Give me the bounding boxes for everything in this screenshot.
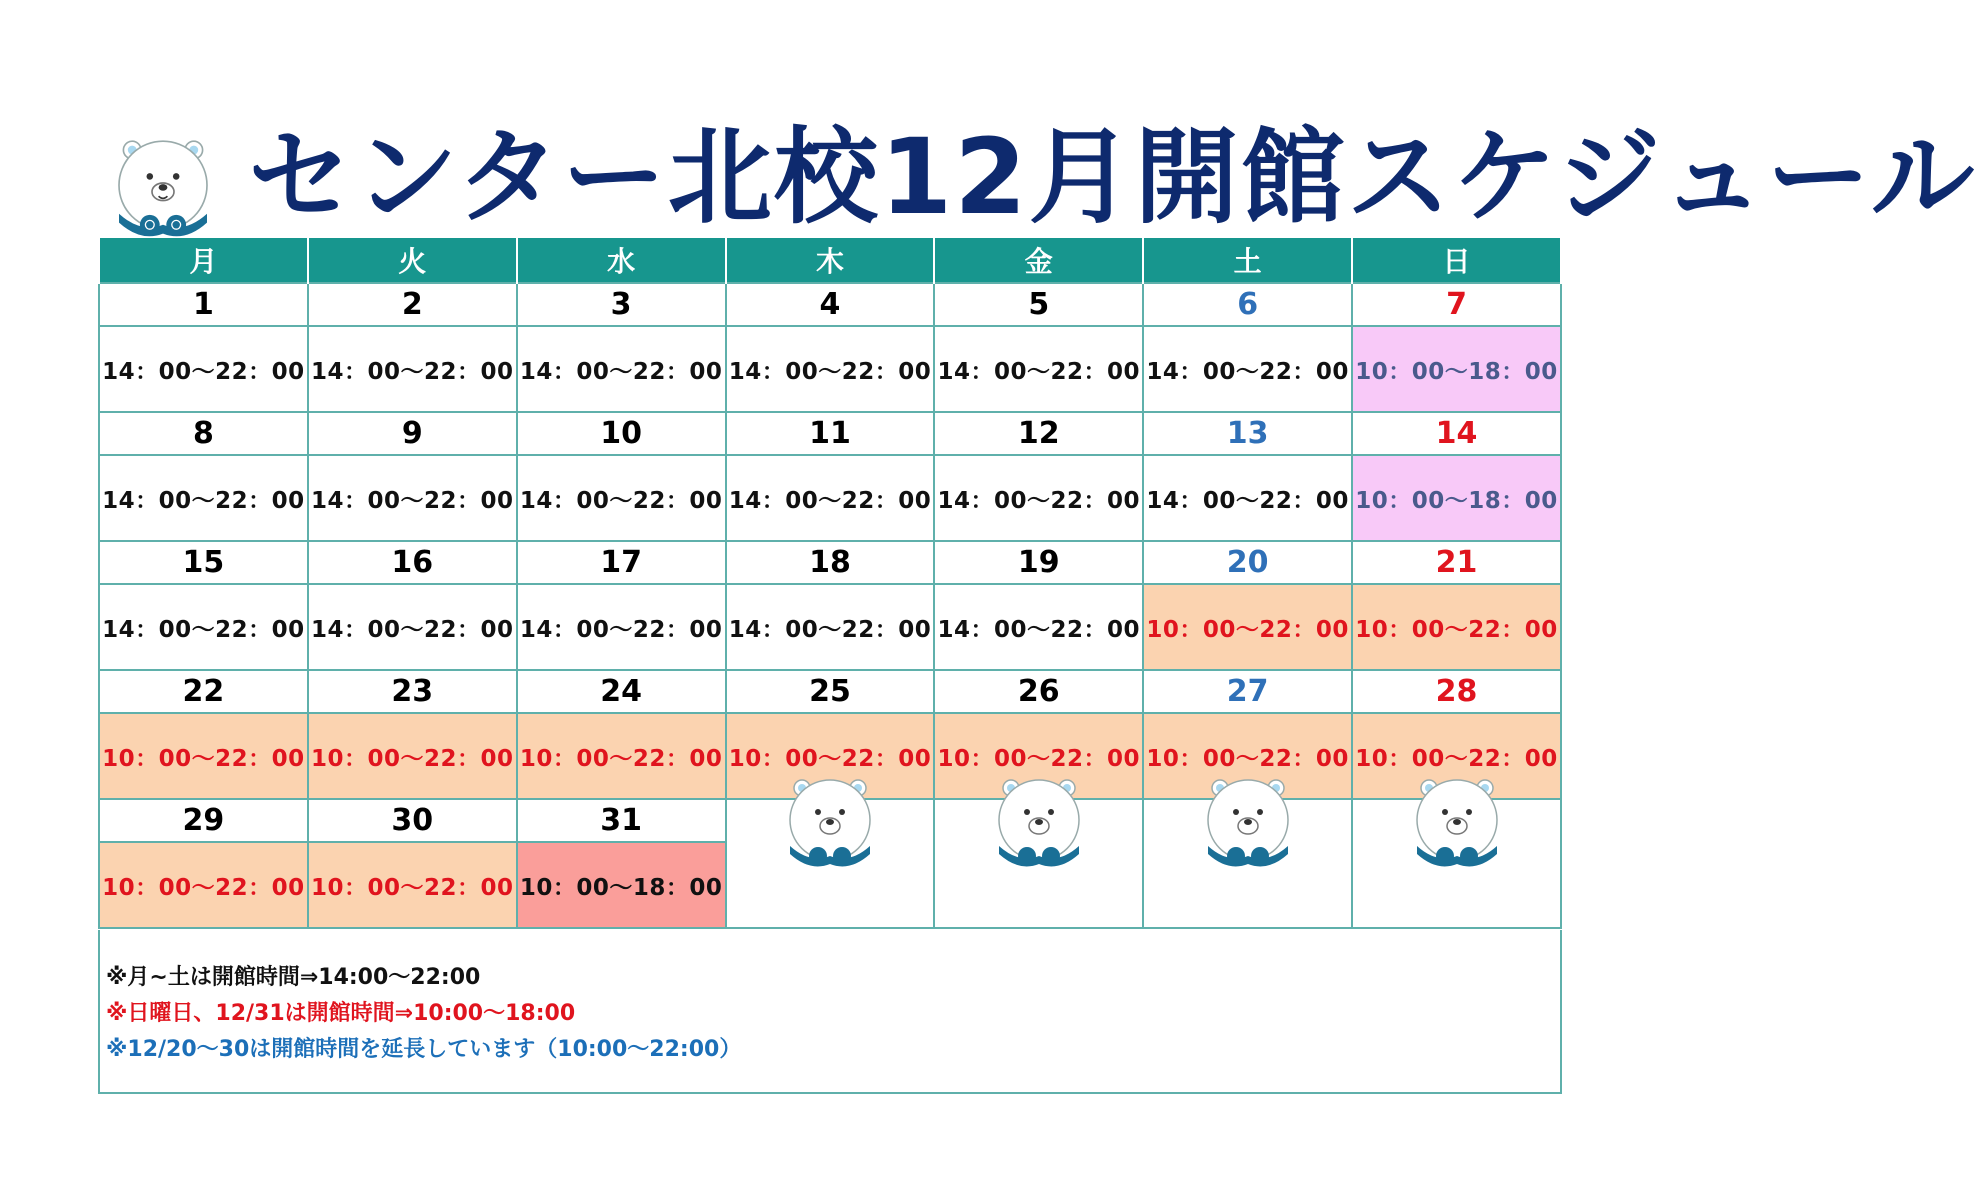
opening-hours: 14：00〜22：00 — [726, 326, 935, 412]
note-sunday-hours: ※日曜日、12/31は開館時間⇒10:00〜18:00 — [106, 1001, 576, 1026]
date-row — [99, 283, 1561, 326]
date-number: 18 — [726, 541, 935, 584]
date-number: 30 — [308, 799, 517, 842]
opening-hours: 10：00〜22：00 — [308, 713, 517, 799]
opening-hours: 14：00〜22：00 — [726, 455, 935, 541]
weekday-header-row — [99, 238, 1561, 283]
opening-hours: 14：00〜22：00 — [934, 584, 1143, 670]
polar-bear-icon — [108, 128, 218, 238]
opening-hours: 14：00〜22：00 — [99, 584, 308, 670]
opening-hours: 10：00〜18：00 — [1352, 455, 1561, 541]
date-number: 1 — [99, 283, 308, 326]
date-number: 9 — [308, 412, 517, 455]
date-number: 25 — [726, 670, 935, 713]
bear-cell — [1352, 799, 1561, 928]
date-number: 10 — [517, 412, 726, 455]
date-number: 6 — [1143, 283, 1352, 326]
weekday-header-thu: 木 — [726, 238, 935, 283]
weekday-header-mon: 月 — [99, 238, 308, 283]
date-row — [99, 541, 1561, 584]
polar-bear-icon — [989, 768, 1089, 868]
bear-cell — [726, 799, 935, 928]
opening-hours: 10：00〜22：00 — [934, 713, 1143, 799]
opening-hours: 14：00〜22：00 — [1143, 455, 1352, 541]
opening-hours: 10：00〜18：00 — [1352, 326, 1561, 412]
opening-hours: 10：00〜22：00 — [1143, 713, 1352, 799]
date-number: 28 — [1352, 670, 1561, 713]
opening-hours: 14：00〜22：00 — [99, 455, 308, 541]
opening-hours: 14：00〜22：00 — [1143, 326, 1352, 412]
hours-row — [99, 326, 1561, 412]
opening-hours: 14：00〜22：00 — [517, 584, 726, 670]
date-number: 20 — [1143, 541, 1352, 584]
note-regular-hours: ※月~土は開館時間⇒14:00〜22:00 — [106, 965, 481, 990]
date-number: 24 — [517, 670, 726, 713]
date-number: 27 — [1143, 670, 1352, 713]
date-number: 4 — [726, 283, 935, 326]
date-row — [99, 670, 1561, 713]
opening-hours: 10：00〜22：00 — [1143, 584, 1352, 670]
weekday-header-fri: 金 — [934, 238, 1143, 283]
date-number: 16 — [308, 541, 517, 584]
opening-hours: 14：00〜22：00 — [308, 455, 517, 541]
opening-hours: 14：00〜22：00 — [308, 584, 517, 670]
opening-hours: 10：00〜22：00 — [1352, 584, 1561, 670]
bear-cell — [1143, 799, 1352, 928]
opening-hours: 14：00〜22：00 — [934, 455, 1143, 541]
polar-bear-icon — [1407, 768, 1507, 868]
hours-row — [99, 455, 1561, 541]
date-number: 11 — [726, 412, 935, 455]
date-number: 31 — [517, 799, 726, 842]
weekday-header-wed: 水 — [517, 238, 726, 283]
opening-hours: 14：00〜22：00 — [517, 326, 726, 412]
opening-hours: 10：00〜22：00 — [99, 713, 308, 799]
date-number: 29 — [99, 799, 308, 842]
opening-hours: 14：00〜22：00 — [308, 326, 517, 412]
weekday-header-sun: 日 — [1352, 238, 1561, 283]
weekday-header-tue: 火 — [308, 238, 517, 283]
notes-box — [98, 930, 1562, 1094]
polar-bear-icon — [780, 768, 880, 868]
opening-hours: 10：00〜22：00 — [308, 842, 517, 928]
opening-hours: 14：00〜22：00 — [517, 455, 726, 541]
date-number: 13 — [1143, 412, 1352, 455]
title-bar — [108, 116, 1976, 238]
weekday-header-sat: 土 — [1143, 238, 1352, 283]
date-number: 26 — [934, 670, 1143, 713]
opening-hours: 14：00〜22：00 — [934, 326, 1143, 412]
date-number: 8 — [99, 412, 308, 455]
opening-hours: 14：00〜22：00 — [99, 326, 308, 412]
date-number: 17 — [517, 541, 726, 584]
hours-row — [99, 584, 1561, 670]
calendar — [98, 238, 1562, 929]
polar-bear-icon — [1198, 768, 1298, 868]
date-number: 19 — [934, 541, 1143, 584]
date-number: 22 — [99, 670, 308, 713]
date-number: 7 — [1352, 283, 1561, 326]
opening-hours: 10：00〜22：00 — [1352, 713, 1561, 799]
opening-hours: 10：00〜22：00 — [517, 713, 726, 799]
bear-cell — [934, 799, 1143, 928]
date-number: 5 — [934, 283, 1143, 326]
opening-hours: 10：00〜18：00 — [517, 842, 726, 928]
date-number: 14 — [1352, 412, 1561, 455]
date-number: 15 — [99, 541, 308, 584]
page-title: センター北校12月開館スケジュール — [248, 116, 1976, 238]
date-number: 21 — [1352, 541, 1561, 584]
note-extended-hours: ※12/20〜30は開館時間を延長しています（10:00〜22:00） — [106, 1037, 742, 1062]
opening-hours: 14：00〜22：00 — [726, 584, 935, 670]
date-row — [99, 412, 1561, 455]
date-number: 12 — [934, 412, 1143, 455]
date-number: 3 — [517, 283, 726, 326]
opening-hours: 10：00〜22：00 — [726, 713, 935, 799]
date-number: 23 — [308, 670, 517, 713]
opening-hours: 10：00〜22：00 — [99, 842, 308, 928]
date-row — [99, 799, 1561, 842]
date-number: 2 — [308, 283, 517, 326]
